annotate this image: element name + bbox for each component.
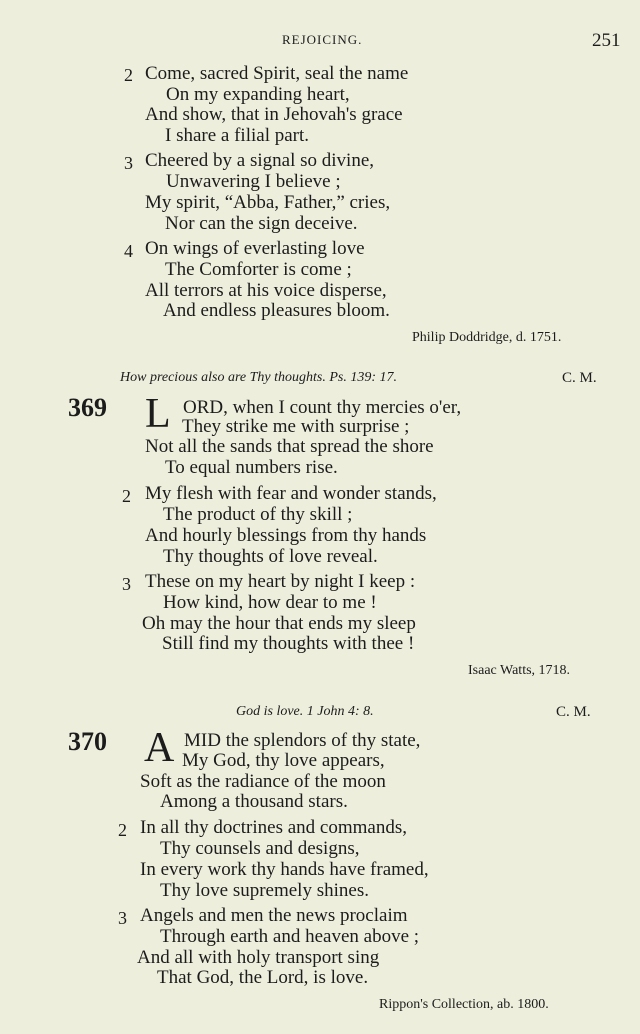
hymn-attribution: Isaac Watts, 1718. — [468, 663, 571, 678]
drop-cap: A — [144, 725, 175, 771]
scripture-reference: How precious also are Thy thoughts. Ps. 139: 17. — [120, 370, 398, 385]
verse-line: Through earth and heaven above ; — [160, 926, 420, 947]
verse-line: Thy counsels and designs, — [160, 838, 360, 859]
verse-line: In every work thy hands have framed, — [140, 859, 429, 880]
verse-line: These on my heart by night I keep : — [145, 571, 416, 592]
verse-line: Thy love supremely shines. — [160, 880, 369, 901]
page-number: 251 — [592, 30, 621, 51]
verse-line: Oh may the hour that ends my sleep — [142, 613, 416, 634]
verse-line: Thy thoughts of love reveal. — [163, 546, 378, 567]
verse-line: They strike me with surprise ; — [182, 416, 410, 437]
verse-line: In all thy doctrines and commands, — [140, 817, 407, 838]
verse-line: Among a thousand stars. — [160, 791, 348, 812]
hymn-attribution: Philip Doddridge, d. 1751. — [412, 330, 562, 345]
verse-line: Come, sacred Spirit, seal the name — [145, 63, 409, 84]
first-word: MID — [184, 730, 221, 751]
verse-line: On wings of everlasting love — [145, 238, 365, 259]
verse-line: And all with holy transport sing — [137, 947, 380, 968]
hymn-number: 370 — [68, 727, 107, 756]
stanza-number: 4 — [124, 241, 133, 261]
verse-line: Soft as the radiance of the moon — [140, 771, 386, 792]
stanza-number: 2 — [122, 486, 131, 506]
verse-line: That God, the Lord, is love. — [157, 967, 369, 988]
meter-label: C. M. — [556, 704, 591, 720]
stanza-number: 3 — [122, 574, 131, 594]
stanza-number: 2 — [124, 65, 133, 85]
first-line-rest: the splendors of thy state, — [220, 730, 421, 751]
verse-line: Cheered by a signal so divine, — [145, 150, 375, 171]
verse-line: My spirit, “Abba, Father,” cries, — [145, 192, 391, 213]
meter-label: C. M. — [562, 370, 597, 386]
first-word: ORD, — [183, 397, 228, 418]
verse-line: Not all the sands that spread the shore — [145, 436, 434, 457]
stanza-number: 3 — [124, 153, 133, 173]
first-line-rest: when I count thy mercies o'er, — [227, 397, 462, 418]
hymn-attribution: Rippon's Collection, ab. 1800. — [379, 997, 549, 1012]
verse-line: And hourly blessings from thy hands — [145, 525, 427, 546]
verse-line: And endless pleasures bloom. — [163, 300, 390, 321]
verse-line: I share a filial part. — [165, 125, 310, 146]
verse-line: To equal numbers rise. — [165, 457, 338, 478]
verse-line: How kind, how dear to me ! — [163, 592, 377, 613]
scripture-reference: God is love. 1 John 4: 8. — [236, 704, 374, 719]
verse-line: All terrors at his voice disperse, — [145, 280, 387, 301]
stanza-number: 2 — [118, 820, 127, 840]
verse-line-first — [183, 398, 461, 417]
verse-line: On my expanding heart, — [166, 84, 350, 105]
verse-line: And show, that in Jehovah's grace — [145, 104, 403, 125]
verse-line: The product of thy skill ; — [163, 504, 353, 525]
verse-line: Nor can the sign deceive. — [165, 213, 358, 234]
verse-line: Angels and men the news proclaim — [140, 905, 408, 926]
verse-line: My God, thy love appears, — [182, 750, 385, 771]
verse-line: Still find my thoughts with thee ! — [162, 633, 415, 654]
drop-cap: L — [145, 391, 171, 437]
stanza-number: 3 — [118, 908, 127, 928]
verse-line: The Comforter is come ; — [165, 259, 352, 280]
hymn-number: 369 — [68, 393, 107, 422]
verse-line: Unwavering I believe ; — [166, 171, 341, 192]
verse-line: My flesh with fear and wonder stands, — [145, 483, 437, 504]
verse-line-first — [184, 731, 420, 750]
running-header: REJOICING. — [282, 32, 363, 47]
